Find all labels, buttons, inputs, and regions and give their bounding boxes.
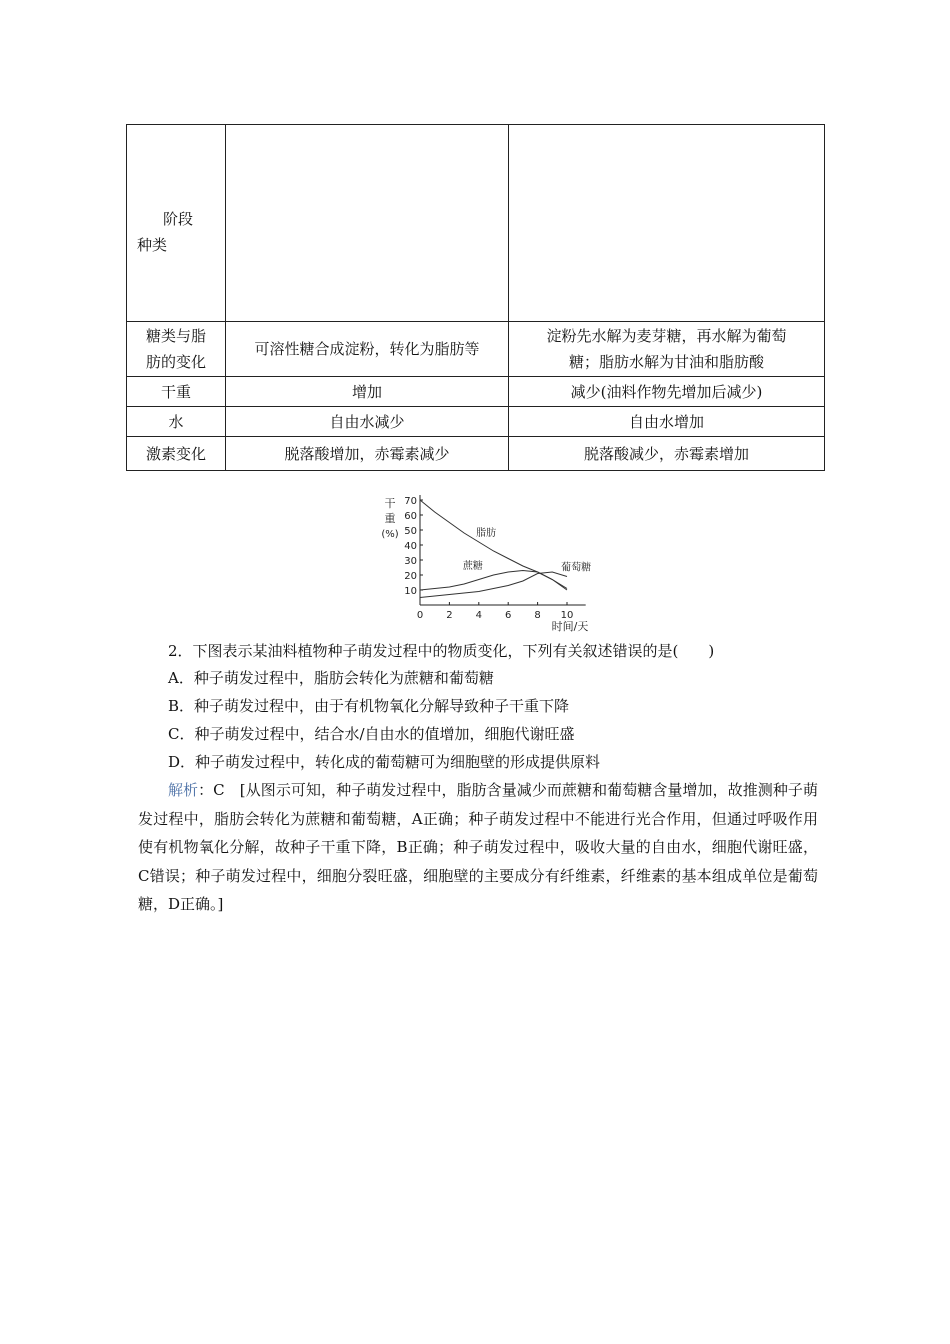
row-cell: 可溶性糖合成淀粉，转化为脂肪等: [226, 322, 509, 377]
row-cell: 减少(油料作物先增加后减少): [509, 377, 825, 407]
row-label: 干重: [127, 377, 226, 407]
row-cell: 淀粉先水解为麦芽糖，再水解为葡萄 糖；脂肪水解为甘油和脂肪酸: [509, 322, 825, 377]
x-tick-label: 10: [560, 610, 574, 621]
x-tick-label: 8: [534, 610, 541, 621]
analysis-paragraph: [138, 776, 818, 919]
table-header-row: [127, 125, 825, 322]
header-stage: 阶段: [163, 210, 194, 228]
table-row: [127, 322, 825, 377]
seed-germination-chart: [370, 492, 610, 634]
table-row: [127, 437, 825, 471]
y-tick-label: 20: [404, 571, 417, 582]
comparison-table: [126, 124, 825, 471]
option-b: B．种子萌发过程中，由于有机物氧化分解导致种子干重下降: [168, 697, 570, 715]
x-axis-label: 时间/天: [551, 620, 589, 633]
y-tick-label: 70: [404, 496, 417, 507]
y-axis-label: 干: [384, 497, 396, 510]
x-tick-label: 6: [505, 610, 512, 621]
row-cell: 自由水增加: [509, 407, 825, 437]
row-label: 激素变化: [127, 437, 226, 471]
row-cell: 脱落酸减少，赤霉素增加: [509, 437, 825, 471]
header-diagonal-cell: [127, 125, 226, 322]
series-label: 葡萄糖: [561, 562, 592, 574]
y-axis-label: 重: [384, 512, 396, 525]
y-tick-label: 30: [404, 556, 417, 567]
y-axis-unit: (%): [381, 529, 399, 540]
header-cell-empty: [509, 125, 825, 322]
row-label: 水: [127, 407, 226, 437]
series-label: 蔗糖: [462, 561, 483, 572]
x-tick-label: 4: [475, 610, 482, 621]
header-kind: 种类: [137, 236, 168, 254]
question-stem: 2．下图表示某油料植物种子萌发过程中的物质变化，下列有关叙述错误的是( ): [168, 642, 715, 660]
y-tick-label: 50: [404, 526, 417, 537]
analysis-text: ：C [从图示可知，种子萌发过程中，脂肪含量减少而蔗糖和葡萄糖含量增加，故推测种子萌发过程中，脂肪会转化为蔗糖和葡萄糖，A正确；种子萌发过程中不能进行光合作用，但通过呼吸作用使有机物氧化分解，故种子干重下降，B正确；种子萌发过程中，吸收大量的自由水，细胞代谢旺盛，C错误；种子萌发过程中，细胞分裂旺盛，细胞壁的主要成分有纤维素，纤维素的基本组成单位是葡萄糖，D正确。]: [138, 781, 818, 914]
option-d: D．种子萌发过程中，转化成的葡萄糖可为细胞壁的形成提供原料: [168, 753, 601, 771]
table-row: [127, 377, 825, 407]
series-line-1: [420, 571, 567, 591]
header-cell-empty: [226, 125, 509, 322]
option-a: A．种子萌发过程中，脂肪会转化为蔗糖和葡萄糖: [168, 669, 494, 687]
analysis-label: 解析: [168, 781, 199, 799]
y-tick-label: 40: [404, 541, 417, 552]
row-label: 糖类与脂 肪的变化: [127, 322, 226, 377]
x-tick-label: 0: [416, 610, 424, 621]
row-cell: 脱落酸增加，赤霉素减少: [226, 437, 509, 471]
table-row: [127, 407, 825, 437]
row-cell: 增加: [226, 377, 509, 407]
option-c: C．种子萌发过程中，结合水/自由水的值增加，细胞代谢旺盛: [168, 725, 575, 743]
y-tick-label: 60: [404, 511, 417, 522]
series-label: 脂肪: [476, 528, 497, 539]
y-tick-label: 10: [404, 586, 417, 597]
row-cell: 自由水减少: [226, 407, 509, 437]
x-tick-label: 2: [446, 610, 453, 621]
